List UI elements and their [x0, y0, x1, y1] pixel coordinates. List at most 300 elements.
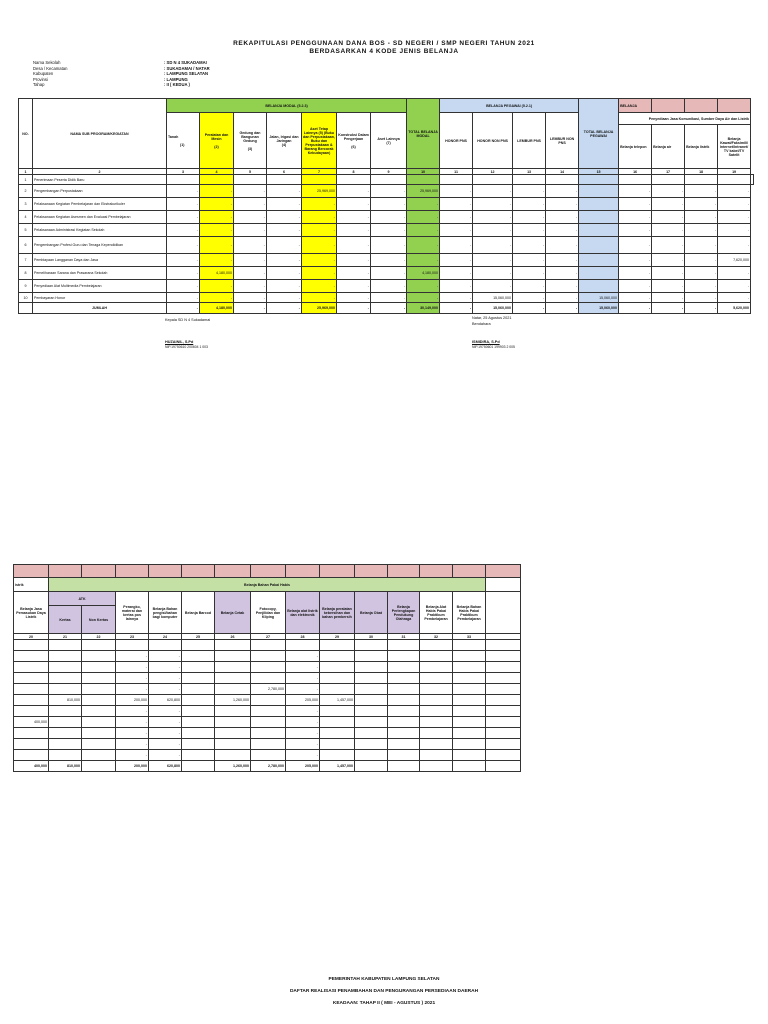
- document-title: REKAPITULASI PENGGUNAAN DANA BOS - SD NEGERI / SMP NEGERI TAHUN 2021: [233, 40, 535, 47]
- row-value: [234, 175, 267, 185]
- row-value: -: [371, 267, 407, 280]
- row-value: [388, 673, 420, 684]
- row-value: [182, 673, 215, 684]
- row-value: [82, 640, 116, 651]
- row-value: -: [371, 224, 407, 237]
- row-value: [388, 706, 420, 717]
- row-value: [182, 706, 215, 717]
- row-value: -: [267, 198, 302, 211]
- column-number: 31: [388, 634, 420, 640]
- row-value: [182, 717, 215, 728]
- row-value: -: [302, 211, 337, 224]
- row-value: [453, 662, 486, 673]
- row-value: [215, 684, 251, 695]
- row-value: -: [302, 237, 337, 254]
- row-value: [182, 728, 215, 739]
- header-olahraga: Belanja Perlengkapan Pendukung Olahraga: [388, 592, 420, 634]
- row-value: -: [546, 267, 579, 280]
- row-value: -: [652, 280, 685, 293]
- row-value: -: [286, 662, 320, 673]
- row-value: -: [718, 267, 751, 280]
- row-value: -: [685, 254, 718, 267]
- row-blank: [486, 717, 521, 728]
- row-value: [320, 651, 355, 662]
- table-row: [14, 739, 521, 750]
- row-value: -: [286, 717, 320, 728]
- info-value: : SD N 4 SUKADAMAI: [164, 60, 207, 65]
- header-atk: ATK: [49, 592, 116, 606]
- row-value: -: [234, 293, 267, 303]
- column-number: 17: [652, 169, 685, 175]
- footer-line-3: KEADAAN: TAHAP II ( MEI - AGUSTUS ) 2021: [332, 1001, 436, 1006]
- row-value: [182, 750, 215, 761]
- header-bahan-komputer: Belanja Bahan pengisi/bahan bagi komputer: [149, 592, 182, 634]
- row-value: -: [685, 211, 718, 224]
- total-value: -: [513, 303, 546, 314]
- row-value: -: [149, 651, 182, 662]
- row-value: -: [513, 211, 546, 224]
- row-value: -: [337, 254, 371, 267]
- row-value: -: [337, 211, 371, 224]
- row-name: Penerimaan Peserta Didik Baru: [33, 175, 167, 185]
- table-row: [14, 640, 521, 651]
- table-row: [14, 684, 521, 695]
- row-value: [251, 728, 286, 739]
- row-value: 7,620,000: [718, 254, 751, 267]
- row-value: [302, 175, 337, 185]
- header-total-modal: TOTAL BELANJA MODAL: [407, 99, 440, 169]
- row-value: -: [473, 267, 513, 280]
- header-penyediaan: Penyediaan Jasa Komunikasi, Sumber Daya Air dan Listrik: [619, 113, 751, 125]
- row-value: [440, 175, 473, 185]
- row-value: [14, 739, 49, 750]
- row-value: [82, 684, 116, 695]
- row-value: [251, 706, 286, 717]
- row-number: 1: [19, 175, 33, 185]
- row-number: 4: [19, 211, 33, 224]
- row-value: [14, 651, 49, 662]
- row-value: -: [513, 293, 546, 303]
- school-info-values: [164, 60, 210, 88]
- row-value: -: [407, 198, 440, 211]
- row-value: -: [546, 185, 579, 198]
- row-value: [453, 717, 486, 728]
- row-value: [82, 673, 116, 684]
- signature-left-title: Kepala SD N 4 Sukadamai: [165, 318, 211, 322]
- column-number: 13: [513, 169, 546, 175]
- column-number: 4: [200, 169, 234, 175]
- row-number: 3: [19, 198, 33, 211]
- row-value: [453, 739, 486, 750]
- row-value: [388, 695, 420, 706]
- row-value: -: [167, 267, 200, 280]
- row-value: -: [652, 211, 685, 224]
- row-value: [215, 651, 251, 662]
- row-value: -: [116, 739, 149, 750]
- row-value: 4,180,000: [200, 267, 234, 280]
- row-value: -: [619, 198, 652, 211]
- header-pembersih: Belanja peralatan kebersihan dan bahan pembersih: [320, 592, 355, 634]
- total-value: 15,060,000: [473, 303, 513, 314]
- row-name: Pembiayaan Langganan Daya dan Jasa: [33, 254, 167, 267]
- row-value: [14, 662, 49, 673]
- row-name: Penyediaan Alat Multimedia Pembelajaran: [33, 280, 167, 293]
- row-value: -: [116, 728, 149, 739]
- row-value: [215, 662, 251, 673]
- table-row: [19, 185, 754, 198]
- row-value: [320, 706, 355, 717]
- row-value: [619, 175, 652, 185]
- table-row: [19, 254, 754, 267]
- total-value: 400,000: [14, 761, 49, 772]
- header-obat: Belanja Obat: [355, 592, 388, 634]
- row-value: [579, 211, 619, 224]
- footer-line-2: DAFTAR REALISASI PENAMBAHAN DAN PENGURANGAN PERSEDIAAN DAERAH: [289, 989, 479, 994]
- total-spacer: [19, 303, 33, 314]
- row-value: [579, 185, 619, 198]
- header-aset-tetap: Aset Tetap Lainnya (5) (Buku dan Perpustakaan, Buku dan Perpustakaan & Barang Bercorak Kebudayaan): [302, 113, 337, 169]
- column-number: 5: [234, 169, 267, 175]
- row-blank: [486, 706, 521, 717]
- row-value: -: [440, 198, 473, 211]
- row-value: -: [440, 185, 473, 198]
- column-number: 12: [473, 169, 513, 175]
- total-value: -: [167, 303, 200, 314]
- total-value: 25,969,000: [302, 303, 337, 314]
- row-value: -: [286, 739, 320, 750]
- row-value: -: [200, 293, 234, 303]
- row-value: [286, 640, 320, 651]
- row-number: 2: [19, 185, 33, 198]
- info-label: Nama Sekolah: [33, 60, 61, 65]
- row-value: -: [718, 185, 751, 198]
- row-value: 2,780,000: [251, 684, 286, 695]
- column-number: 25: [182, 634, 215, 640]
- row-value: [116, 640, 149, 651]
- total-value: -: [652, 303, 685, 314]
- row-value: [420, 706, 453, 717]
- row-value: [49, 640, 82, 651]
- row-value: [182, 640, 215, 651]
- row-value: [215, 750, 251, 761]
- row-value: [267, 175, 302, 185]
- row-value: -: [286, 684, 320, 695]
- signature-right-date: Natar, 25 Agustus 2021: [472, 316, 512, 320]
- row-value: -: [149, 728, 182, 739]
- row-value: -: [167, 280, 200, 293]
- column-number: 32: [420, 634, 453, 640]
- row-value: [579, 267, 619, 280]
- header-no: NO.: [19, 99, 33, 169]
- row-value: [420, 728, 453, 739]
- row-value: -: [546, 237, 579, 254]
- row-value: [420, 673, 453, 684]
- row-value: -: [267, 211, 302, 224]
- table-row: [19, 175, 754, 185]
- table-row: [19, 293, 754, 303]
- row-value: -: [116, 673, 149, 684]
- total-value: 620,800: [149, 761, 182, 772]
- total-value: -: [619, 303, 652, 314]
- column-number: 33: [453, 634, 486, 640]
- row-value: [579, 224, 619, 237]
- row-value: [751, 175, 754, 185]
- row-value: -: [652, 293, 685, 303]
- row-value: -: [546, 254, 579, 267]
- row-value: -: [718, 293, 751, 303]
- row-value: [473, 175, 513, 185]
- column-number: 24: [149, 634, 182, 640]
- table-row: [19, 280, 754, 293]
- row-value: [182, 684, 215, 695]
- row-value: [453, 640, 486, 651]
- row-value: -: [619, 293, 652, 303]
- row-value: [82, 728, 116, 739]
- row-value: [82, 706, 116, 717]
- header-nama: NAMA SUB PROGRAM/KEGIATAN: [33, 99, 167, 169]
- row-value: [388, 717, 420, 728]
- row-value: [420, 684, 453, 695]
- header-aset-lainnya: Aset Lainnya (7): [371, 113, 407, 169]
- row-value: [167, 175, 200, 185]
- row-value: -: [149, 739, 182, 750]
- header-belanja-modal: BELANJA MODAL (5.2.3): [167, 99, 407, 113]
- row-value: [355, 662, 388, 673]
- row-value: 1,260,000: [215, 695, 251, 706]
- row-blank: [486, 739, 521, 750]
- row-value: [320, 750, 355, 761]
- row-value: -: [619, 267, 652, 280]
- row-value: [355, 706, 388, 717]
- row-value: -: [267, 237, 302, 254]
- row-value: [579, 280, 619, 293]
- row-value: -: [371, 198, 407, 211]
- table-row: [14, 673, 521, 684]
- info-label: Kabupaten: [33, 71, 54, 77]
- row-value: -: [337, 237, 371, 254]
- row-value: [215, 728, 251, 739]
- row-value: -: [302, 198, 337, 211]
- row-value: [215, 739, 251, 750]
- header-alat-praktikum: Belanja Alat Habis Pakai Praktikum Pembelajaran: [420, 592, 453, 634]
- total-value: 4,180,000: [200, 303, 234, 314]
- row-value: -: [440, 254, 473, 267]
- row-value: -: [718, 211, 751, 224]
- row-value: [49, 706, 82, 717]
- column-number: 9: [371, 169, 407, 175]
- row-value: [251, 750, 286, 761]
- row-value: [388, 640, 420, 651]
- row-value: -: [267, 293, 302, 303]
- row-value: -: [685, 280, 718, 293]
- column-number: 3: [167, 169, 200, 175]
- table-row: [14, 750, 521, 761]
- row-value: [49, 717, 82, 728]
- row-value: -: [685, 267, 718, 280]
- column-number: 1: [19, 169, 33, 175]
- row-value: -: [619, 237, 652, 254]
- signature-right-name: ISMIDIRA, S.Pd: [472, 340, 500, 344]
- row-value: -: [513, 267, 546, 280]
- row-number: 6: [19, 237, 33, 254]
- header-internet: Belanja Kawat/Faksimili/ Internet/Intranet/ TV kabel/TV Satelit: [718, 125, 751, 169]
- column-number: 30: [355, 634, 388, 640]
- row-value: -: [286, 706, 320, 717]
- row-value: -: [546, 293, 579, 303]
- table-row: [14, 651, 521, 662]
- row-value: -: [234, 267, 267, 280]
- header-barcod: Belanja Barcod: [182, 592, 215, 634]
- row-value: -: [286, 651, 320, 662]
- info-value: : SUKADAMAI / NATAR: [164, 65, 210, 71]
- row-value: 400,000: [14, 717, 49, 728]
- row-value: [149, 640, 182, 651]
- row-value: -: [440, 211, 473, 224]
- row-value: [355, 695, 388, 706]
- recap-table: [18, 98, 754, 314]
- row-value: -: [473, 211, 513, 224]
- row-value: [388, 651, 420, 662]
- row-value: 1,457,000: [320, 695, 355, 706]
- column-number: 11: [440, 169, 473, 175]
- total-value: [453, 761, 486, 772]
- column-number: 8: [337, 169, 371, 175]
- row-value: -: [234, 254, 267, 267]
- total-value: 205,000: [286, 761, 320, 772]
- column-number: 27: [251, 634, 286, 640]
- row-value: -: [440, 280, 473, 293]
- row-value: -: [407, 293, 440, 303]
- row-value: -: [337, 293, 371, 303]
- row-value: [355, 673, 388, 684]
- document-subtitle: BERDASARKAN 4 KODE JENIS BELANJA: [309, 48, 459, 55]
- total-value: 2,780,000: [251, 761, 286, 772]
- row-value: [215, 706, 251, 717]
- row-value: -: [513, 224, 546, 237]
- row-value: -: [337, 198, 371, 211]
- header-telepon: Belanja telepon: [619, 125, 652, 169]
- header-cetak: Belanja Cetak: [215, 592, 251, 634]
- row-value: [320, 684, 355, 695]
- row-value: -: [302, 267, 337, 280]
- row-value: -: [371, 254, 407, 267]
- row-blank: [486, 673, 521, 684]
- row-value: 200,000: [116, 695, 149, 706]
- row-value: 810,000: [49, 695, 82, 706]
- signature-right-nip: NIP.19750601 199903 2 005: [472, 345, 515, 349]
- row-value: [453, 706, 486, 717]
- row-value: -: [440, 267, 473, 280]
- row-value: [49, 662, 82, 673]
- row-value: -: [440, 224, 473, 237]
- row-value: -: [234, 211, 267, 224]
- row-value: -: [149, 673, 182, 684]
- total-value: 810,000: [49, 761, 82, 772]
- row-value: [718, 175, 751, 185]
- row-value: [579, 254, 619, 267]
- row-name: Pelaksanaan Administrasi Kegiatan Sekolah: [33, 224, 167, 237]
- table-row: [14, 706, 521, 717]
- row-value: [251, 695, 286, 706]
- row-number: 8: [19, 267, 33, 280]
- row-value: -: [200, 237, 234, 254]
- row-number: 7: [19, 254, 33, 267]
- total-value: 200,000: [116, 761, 149, 772]
- row-number: 10: [19, 293, 33, 303]
- row-value: -: [302, 280, 337, 293]
- row-value: -: [407, 211, 440, 224]
- header-peralatan: Peralatan dan Mesin (2): [200, 113, 234, 169]
- row-blank: [486, 750, 521, 761]
- row-value: -: [234, 280, 267, 293]
- total-row: [14, 761, 521, 772]
- column-number: 10: [407, 169, 440, 175]
- column-number: 14: [546, 169, 579, 175]
- row-value: 4,180,000: [407, 267, 440, 280]
- row-value: -: [337, 185, 371, 198]
- row-value: 15,060,000: [579, 293, 619, 303]
- row-value: [14, 750, 49, 761]
- row-blank: [486, 728, 521, 739]
- row-value: -: [371, 185, 407, 198]
- row-value: [388, 684, 420, 695]
- row-value: 25,969,000: [302, 185, 337, 198]
- row-value: [453, 684, 486, 695]
- total-value: [182, 761, 215, 772]
- row-value: [82, 695, 116, 706]
- row-number: 9: [19, 280, 33, 293]
- row-value: -: [116, 651, 149, 662]
- row-value: -: [685, 237, 718, 254]
- total-value: -: [337, 303, 371, 314]
- row-value: [215, 640, 251, 651]
- row-value: -: [513, 198, 546, 211]
- header-non-kertas: Non Kertas: [82, 606, 116, 634]
- column-number: 18: [685, 169, 718, 175]
- info-value: : II ( KEDUA ): [164, 82, 190, 88]
- column-number: 21: [49, 634, 82, 640]
- row-value: [320, 673, 355, 684]
- row-value: -: [473, 224, 513, 237]
- row-value: [14, 728, 49, 739]
- row-value: [420, 739, 453, 750]
- row-value: [182, 662, 215, 673]
- footer-line-1: PEMERINTAH KABUPATEN LAMPUNG SELATAN: [328, 977, 440, 982]
- header-bahan-pakai-habis: Belanja Bahan Pakai Habis: [49, 578, 486, 592]
- row-value: [251, 651, 286, 662]
- column-number: 22: [82, 634, 116, 640]
- row-value: [82, 750, 116, 761]
- row-value: -: [200, 280, 234, 293]
- row-value: [320, 640, 355, 651]
- column-number: 6: [267, 169, 302, 175]
- row-value: -: [149, 750, 182, 761]
- row-value: 620,800: [149, 695, 182, 706]
- row-value: [337, 175, 371, 185]
- row-value: -: [286, 673, 320, 684]
- row-value: -: [619, 280, 652, 293]
- row-value: -: [718, 237, 751, 254]
- row-value: 205,000: [286, 695, 320, 706]
- total-value: -: [371, 303, 407, 314]
- signature-left-name: HUZAINIL, S.Pd: [165, 340, 194, 344]
- row-value: -: [652, 254, 685, 267]
- header-perangko: Perangko, materai dan kertas pos lainnya: [116, 592, 149, 634]
- row-value: -: [440, 237, 473, 254]
- row-value: -: [371, 211, 407, 224]
- header-jasa-listrik: Belanja Jasa Pemasukan Daya Listrik: [14, 592, 49, 634]
- total-value: -: [234, 303, 267, 314]
